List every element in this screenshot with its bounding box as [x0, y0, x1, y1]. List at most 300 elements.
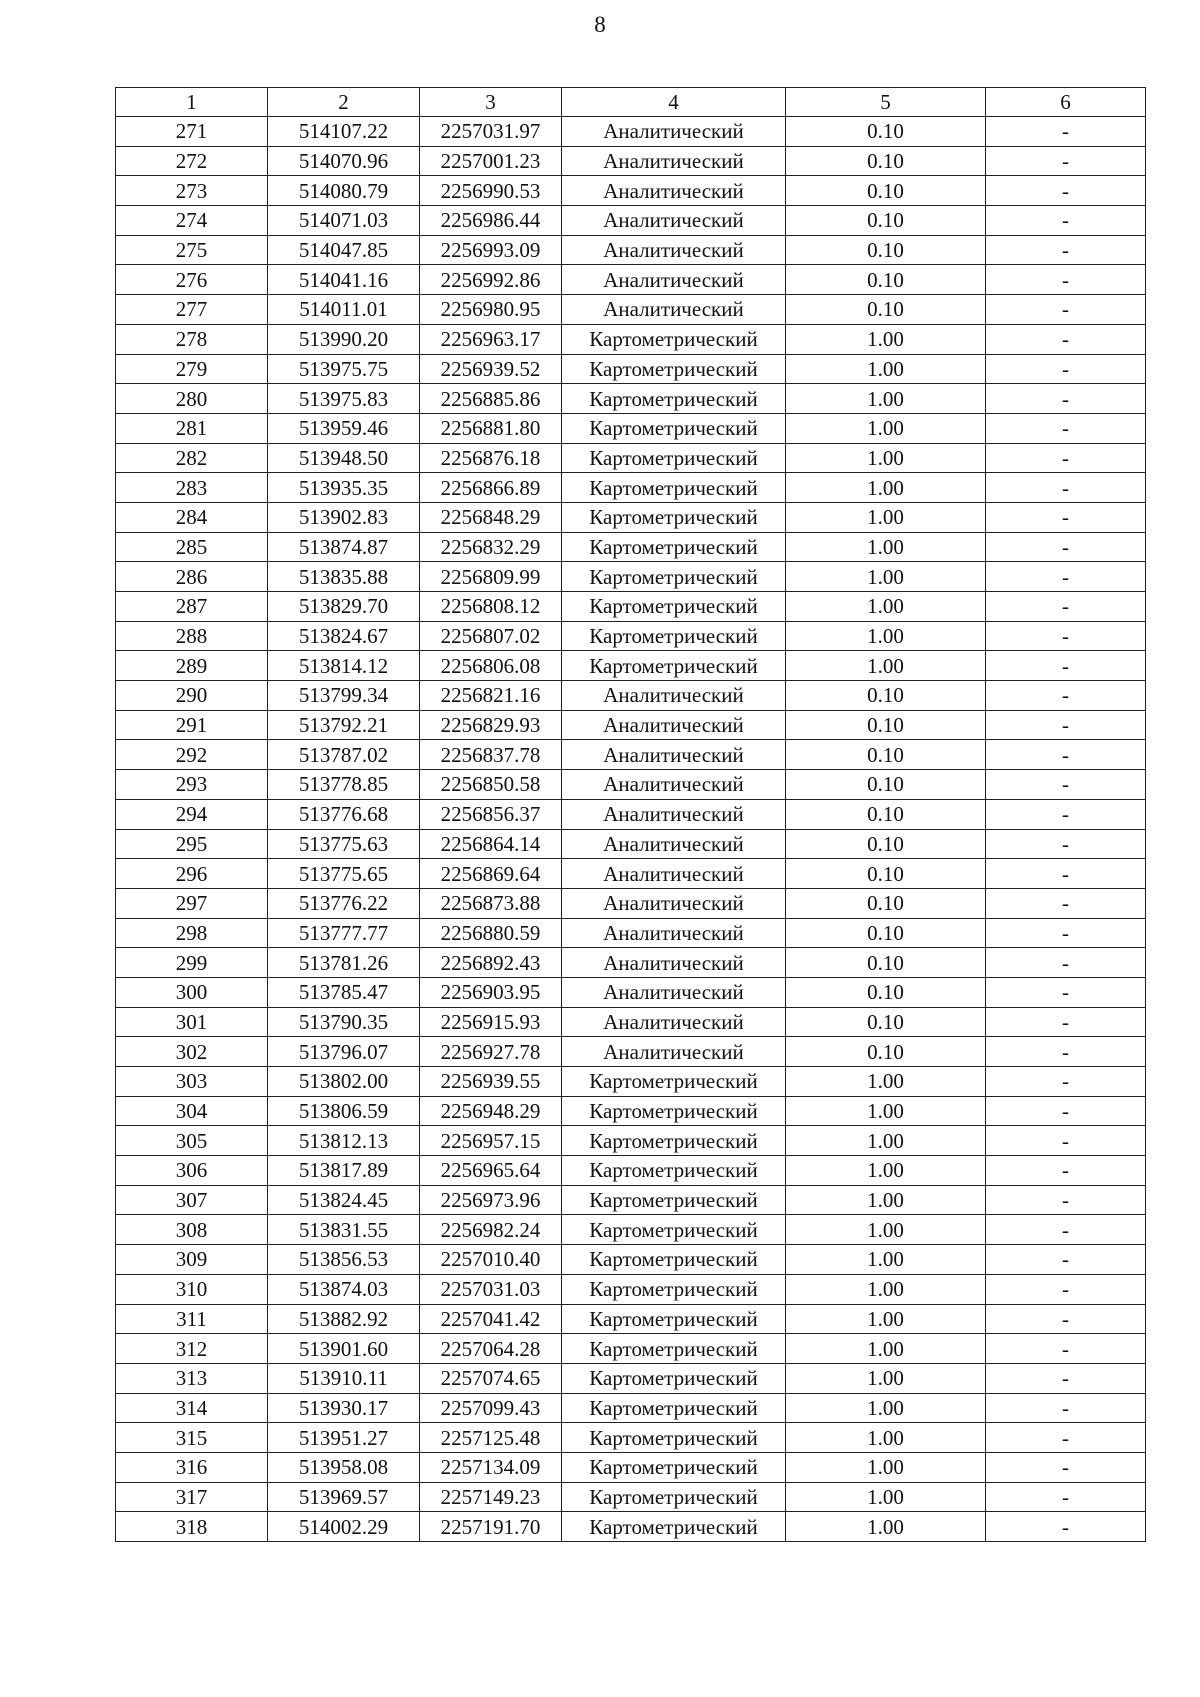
y-coordinate-cell: 2256821.16 [420, 681, 562, 711]
point-number-cell: 298 [116, 918, 268, 948]
table-row [116, 1067, 1146, 1097]
point-number-cell: 318 [116, 1512, 268, 1542]
x-coordinate-cell: 514071.03 [268, 206, 420, 236]
table-row [116, 473, 1146, 503]
point-number-cell: 285 [116, 532, 268, 562]
method-cell: Картометрический [562, 592, 786, 622]
accuracy-cell: 1.00 [786, 1096, 986, 1126]
method-cell: Картометрический [562, 384, 786, 414]
header-cell-3: 3 [420, 88, 562, 117]
x-coordinate-cell: 513785.47 [268, 977, 420, 1007]
x-coordinate-cell: 513935.35 [268, 473, 420, 503]
x-coordinate-cell: 513796.07 [268, 1037, 420, 1067]
description-cell: - [986, 799, 1146, 829]
y-coordinate-cell: 2256829.93 [420, 710, 562, 740]
method-cell: Картометрический [562, 1067, 786, 1097]
point-number-cell: 290 [116, 681, 268, 711]
description-cell: - [986, 770, 1146, 800]
x-coordinate-cell: 513856.53 [268, 1245, 420, 1275]
method-cell: Аналитический [562, 977, 786, 1007]
table-row [116, 206, 1146, 236]
y-coordinate-cell: 2256948.29 [420, 1096, 562, 1126]
y-coordinate-cell: 2256986.44 [420, 206, 562, 236]
description-cell: - [986, 1423, 1146, 1453]
accuracy-cell: 0.10 [786, 1037, 986, 1067]
accuracy-cell: 0.10 [786, 206, 986, 236]
table-row [116, 1185, 1146, 1215]
x-coordinate-cell: 513776.68 [268, 799, 420, 829]
method-cell: Аналитический [562, 1007, 786, 1037]
point-number-cell: 288 [116, 621, 268, 651]
point-number-cell: 274 [116, 206, 268, 236]
accuracy-cell: 1.00 [786, 1274, 986, 1304]
y-coordinate-cell: 2257134.09 [420, 1452, 562, 1482]
method-cell: Аналитический [562, 888, 786, 918]
point-number-cell: 313 [116, 1363, 268, 1393]
method-cell: Аналитический [562, 176, 786, 206]
description-cell: - [986, 117, 1146, 147]
accuracy-cell: 0.10 [786, 235, 986, 265]
header-cell-6: 6 [986, 88, 1146, 117]
accuracy-cell: 1.00 [786, 562, 986, 592]
accuracy-cell: 1.00 [786, 1423, 986, 1453]
method-cell: Аналитический [562, 1037, 786, 1067]
x-coordinate-cell: 513792.21 [268, 710, 420, 740]
x-coordinate-cell: 513910.11 [268, 1363, 420, 1393]
x-coordinate-cell: 513930.17 [268, 1393, 420, 1423]
accuracy-cell: 1.00 [786, 413, 986, 443]
table-row [116, 384, 1146, 414]
accuracy-cell: 1.00 [786, 1512, 986, 1542]
header-cell-2: 2 [268, 88, 420, 117]
method-cell: Аналитический [562, 235, 786, 265]
y-coordinate-cell: 2257064.28 [420, 1334, 562, 1364]
x-coordinate-cell: 513776.22 [268, 888, 420, 918]
table-row [116, 532, 1146, 562]
description-cell: - [986, 146, 1146, 176]
accuracy-cell: 1.00 [786, 443, 986, 473]
x-coordinate-cell: 513829.70 [268, 592, 420, 622]
x-coordinate-cell: 513959.46 [268, 413, 420, 443]
table-row [116, 651, 1146, 681]
description-cell: - [986, 413, 1146, 443]
accuracy-cell: 0.10 [786, 829, 986, 859]
accuracy-cell: 0.10 [786, 799, 986, 829]
x-coordinate-cell: 514041.16 [268, 265, 420, 295]
table-row [116, 1423, 1146, 1453]
point-number-cell: 296 [116, 859, 268, 889]
method-cell: Картометрический [562, 1274, 786, 1304]
method-cell: Картометрический [562, 651, 786, 681]
x-coordinate-cell: 513951.27 [268, 1423, 420, 1453]
x-coordinate-cell: 513799.34 [268, 681, 420, 711]
method-cell: Картометрический [562, 1423, 786, 1453]
description-cell: - [986, 1037, 1146, 1067]
x-coordinate-cell: 513777.77 [268, 918, 420, 948]
y-coordinate-cell: 2257010.40 [420, 1245, 562, 1275]
header-cell-5: 5 [786, 88, 986, 117]
table-row [116, 502, 1146, 532]
y-coordinate-cell: 2257099.43 [420, 1393, 562, 1423]
y-coordinate-cell: 2256880.59 [420, 918, 562, 948]
accuracy-cell: 0.10 [786, 888, 986, 918]
accuracy-cell: 1.00 [786, 324, 986, 354]
y-coordinate-cell: 2256903.95 [420, 977, 562, 1007]
x-coordinate-cell: 513990.20 [268, 324, 420, 354]
y-coordinate-cell: 2256892.43 [420, 948, 562, 978]
y-coordinate-cell: 2256980.95 [420, 295, 562, 325]
point-number-cell: 272 [116, 146, 268, 176]
point-number-cell: 289 [116, 651, 268, 681]
accuracy-cell: 1.00 [786, 1304, 986, 1334]
point-number-cell: 310 [116, 1274, 268, 1304]
point-number-cell: 293 [116, 770, 268, 800]
table-row [116, 295, 1146, 325]
point-number-cell: 283 [116, 473, 268, 503]
accuracy-cell: 0.10 [786, 265, 986, 295]
method-cell: Картометрический [562, 324, 786, 354]
method-cell: Аналитический [562, 770, 786, 800]
table-row [116, 265, 1146, 295]
y-coordinate-cell: 2256876.18 [420, 443, 562, 473]
table-row [116, 710, 1146, 740]
y-coordinate-cell: 2256873.88 [420, 888, 562, 918]
x-coordinate-cell: 513902.83 [268, 502, 420, 532]
accuracy-cell: 1.00 [786, 1393, 986, 1423]
description-cell: - [986, 948, 1146, 978]
table-row [116, 413, 1146, 443]
method-cell: Картометрический [562, 1334, 786, 1364]
x-coordinate-cell: 513775.65 [268, 859, 420, 889]
y-coordinate-cell: 2256881.80 [420, 413, 562, 443]
x-coordinate-cell: 513824.45 [268, 1185, 420, 1215]
method-cell: Картометрический [562, 1096, 786, 1126]
point-number-cell: 281 [116, 413, 268, 443]
table-row [116, 1215, 1146, 1245]
description-cell: - [986, 1452, 1146, 1482]
table-row [116, 918, 1146, 948]
point-number-cell: 312 [116, 1334, 268, 1364]
x-coordinate-cell: 513969.57 [268, 1482, 420, 1512]
y-coordinate-cell: 2256939.55 [420, 1067, 562, 1097]
description-cell: - [986, 1304, 1146, 1334]
description-cell: - [986, 740, 1146, 770]
point-number-cell: 309 [116, 1245, 268, 1275]
table-row [116, 1007, 1146, 1037]
point-number-cell: 314 [116, 1393, 268, 1423]
description-cell: - [986, 1156, 1146, 1186]
method-cell: Аналитический [562, 146, 786, 176]
y-coordinate-cell: 2257001.23 [420, 146, 562, 176]
point-number-cell: 316 [116, 1452, 268, 1482]
accuracy-cell: 1.00 [786, 532, 986, 562]
y-coordinate-cell: 2257125.48 [420, 1423, 562, 1453]
x-coordinate-cell: 513814.12 [268, 651, 420, 681]
point-number-cell: 304 [116, 1096, 268, 1126]
method-cell: Аналитический [562, 206, 786, 236]
x-coordinate-cell: 513874.87 [268, 532, 420, 562]
x-coordinate-cell: 513975.75 [268, 354, 420, 384]
y-coordinate-cell: 2256973.96 [420, 1185, 562, 1215]
method-cell: Аналитический [562, 948, 786, 978]
point-number-cell: 300 [116, 977, 268, 1007]
point-number-cell: 276 [116, 265, 268, 295]
description-cell: - [986, 532, 1146, 562]
method-cell: Аналитический [562, 829, 786, 859]
x-coordinate-cell: 514011.01 [268, 295, 420, 325]
x-coordinate-cell: 513817.89 [268, 1156, 420, 1186]
coordinates-table [115, 87, 1146, 1542]
description-cell: - [986, 473, 1146, 503]
y-coordinate-cell: 2257191.70 [420, 1512, 562, 1542]
accuracy-cell: 1.00 [786, 1245, 986, 1275]
table-row [116, 799, 1146, 829]
method-cell: Картометрический [562, 562, 786, 592]
point-number-cell: 282 [116, 443, 268, 473]
table-row [116, 859, 1146, 889]
table-row [116, 117, 1146, 147]
x-coordinate-cell: 513775.63 [268, 829, 420, 859]
method-cell: Аналитический [562, 265, 786, 295]
table-row [116, 562, 1146, 592]
description-cell: - [986, 621, 1146, 651]
accuracy-cell: 1.00 [786, 592, 986, 622]
description-cell: - [986, 681, 1146, 711]
accuracy-cell: 0.10 [786, 681, 986, 711]
x-coordinate-cell: 514002.29 [268, 1512, 420, 1542]
table-row [116, 740, 1146, 770]
point-number-cell: 279 [116, 354, 268, 384]
description-cell: - [986, 1245, 1146, 1275]
y-coordinate-cell: 2256809.99 [420, 562, 562, 592]
point-number-cell: 295 [116, 829, 268, 859]
accuracy-cell: 1.00 [786, 651, 986, 681]
table-row [116, 1363, 1146, 1393]
y-coordinate-cell: 2256993.09 [420, 235, 562, 265]
x-coordinate-cell: 513948.50 [268, 443, 420, 473]
point-number-cell: 297 [116, 888, 268, 918]
point-number-cell: 307 [116, 1185, 268, 1215]
table-row [116, 146, 1146, 176]
method-cell: Картометрический [562, 1512, 786, 1542]
accuracy-cell: 0.10 [786, 740, 986, 770]
method-cell: Картометрический [562, 1482, 786, 1512]
accuracy-cell: 0.10 [786, 770, 986, 800]
method-cell: Картометрический [562, 413, 786, 443]
y-coordinate-cell: 2256939.52 [420, 354, 562, 384]
description-cell: - [986, 354, 1146, 384]
y-coordinate-cell: 2256957.15 [420, 1126, 562, 1156]
x-coordinate-cell: 513824.67 [268, 621, 420, 651]
table-row [116, 1037, 1146, 1067]
table-row [116, 592, 1146, 622]
point-number-cell: 271 [116, 117, 268, 147]
accuracy-cell: 1.00 [786, 1334, 986, 1364]
description-cell: - [986, 888, 1146, 918]
description-cell: - [986, 1334, 1146, 1364]
method-cell: Аналитический [562, 681, 786, 711]
method-cell: Аналитический [562, 710, 786, 740]
description-cell: - [986, 1363, 1146, 1393]
point-number-cell: 315 [116, 1423, 268, 1453]
x-coordinate-cell: 513975.83 [268, 384, 420, 414]
description-cell: - [986, 265, 1146, 295]
point-number-cell: 301 [116, 1007, 268, 1037]
description-cell: - [986, 206, 1146, 236]
accuracy-cell: 1.00 [786, 1185, 986, 1215]
y-coordinate-cell: 2256850.58 [420, 770, 562, 800]
table-row [116, 1452, 1146, 1482]
method-cell: Картометрический [562, 354, 786, 384]
header-row [116, 88, 1146, 117]
y-coordinate-cell: 2256856.37 [420, 799, 562, 829]
y-coordinate-cell: 2256866.89 [420, 473, 562, 503]
description-cell: - [986, 1185, 1146, 1215]
table-row [116, 1304, 1146, 1334]
accuracy-cell: 0.10 [786, 977, 986, 1007]
accuracy-cell: 1.00 [786, 1363, 986, 1393]
point-number-cell: 273 [116, 176, 268, 206]
description-cell: - [986, 562, 1146, 592]
table-row [116, 354, 1146, 384]
y-coordinate-cell: 2257074.65 [420, 1363, 562, 1393]
table-row [116, 977, 1146, 1007]
table-row [116, 1096, 1146, 1126]
description-cell: - [986, 1512, 1146, 1542]
accuracy-cell: 1.00 [786, 1452, 986, 1482]
x-coordinate-cell: 513778.85 [268, 770, 420, 800]
accuracy-cell: 0.10 [786, 295, 986, 325]
table-row [116, 1126, 1146, 1156]
header-cell-1: 1 [116, 88, 268, 117]
x-coordinate-cell: 513835.88 [268, 562, 420, 592]
method-cell: Картометрический [562, 1393, 786, 1423]
accuracy-cell: 1.00 [786, 621, 986, 651]
y-coordinate-cell: 2257031.97 [420, 117, 562, 147]
table-row [116, 1393, 1146, 1423]
table-row [116, 235, 1146, 265]
x-coordinate-cell: 513781.26 [268, 948, 420, 978]
y-coordinate-cell: 2257041.42 [420, 1304, 562, 1334]
x-coordinate-cell: 514080.79 [268, 176, 420, 206]
y-coordinate-cell: 2256808.12 [420, 592, 562, 622]
x-coordinate-cell: 514107.22 [268, 117, 420, 147]
y-coordinate-cell: 2256990.53 [420, 176, 562, 206]
y-coordinate-cell: 2256982.24 [420, 1215, 562, 1245]
description-cell: - [986, 1067, 1146, 1097]
method-cell: Картометрический [562, 443, 786, 473]
point-number-cell: 284 [116, 502, 268, 532]
method-cell: Картометрический [562, 1215, 786, 1245]
y-coordinate-cell: 2256807.02 [420, 621, 562, 651]
description-cell: - [986, 1482, 1146, 1512]
point-number-cell: 292 [116, 740, 268, 770]
y-coordinate-cell: 2256832.29 [420, 532, 562, 562]
x-coordinate-cell: 514047.85 [268, 235, 420, 265]
point-number-cell: 286 [116, 562, 268, 592]
y-coordinate-cell: 2256965.64 [420, 1156, 562, 1186]
x-coordinate-cell: 513806.59 [268, 1096, 420, 1126]
x-coordinate-cell: 513874.03 [268, 1274, 420, 1304]
point-number-cell: 287 [116, 592, 268, 622]
accuracy-cell: 1.00 [786, 1482, 986, 1512]
method-cell: Аналитический [562, 918, 786, 948]
description-cell: - [986, 443, 1146, 473]
table-row [116, 324, 1146, 354]
accuracy-cell: 1.00 [786, 1067, 986, 1097]
table-row [116, 1274, 1146, 1304]
table-row [116, 681, 1146, 711]
method-cell: Картометрический [562, 1156, 786, 1186]
accuracy-cell: 0.10 [786, 948, 986, 978]
x-coordinate-cell: 513787.02 [268, 740, 420, 770]
y-coordinate-cell: 2256848.29 [420, 502, 562, 532]
table-row [116, 829, 1146, 859]
header-cell-4: 4 [562, 88, 786, 117]
table-row [116, 770, 1146, 800]
description-cell: - [986, 1007, 1146, 1037]
table-row [116, 176, 1146, 206]
method-cell: Картометрический [562, 1245, 786, 1275]
point-number-cell: 311 [116, 1304, 268, 1334]
method-cell: Картометрический [562, 1126, 786, 1156]
description-cell: - [986, 324, 1146, 354]
table-row [116, 1482, 1146, 1512]
description-cell: - [986, 502, 1146, 532]
y-coordinate-cell: 2256837.78 [420, 740, 562, 770]
y-coordinate-cell: 2256885.86 [420, 384, 562, 414]
description-cell: - [986, 235, 1146, 265]
description-cell: - [986, 295, 1146, 325]
point-number-cell: 278 [116, 324, 268, 354]
x-coordinate-cell: 513958.08 [268, 1452, 420, 1482]
y-coordinate-cell: 2256992.86 [420, 265, 562, 295]
point-number-cell: 302 [116, 1037, 268, 1067]
y-coordinate-cell: 2257031.03 [420, 1274, 562, 1304]
point-number-cell: 277 [116, 295, 268, 325]
method-cell: Аналитический [562, 799, 786, 829]
point-number-cell: 303 [116, 1067, 268, 1097]
method-cell: Картометрический [562, 473, 786, 503]
method-cell: Аналитический [562, 295, 786, 325]
y-coordinate-cell: 2257149.23 [420, 1482, 562, 1512]
method-cell: Картометрический [562, 502, 786, 532]
table-row [116, 1512, 1146, 1542]
description-cell: - [986, 1126, 1146, 1156]
y-coordinate-cell: 2256963.17 [420, 324, 562, 354]
description-cell: - [986, 710, 1146, 740]
method-cell: Картометрический [562, 621, 786, 651]
description-cell: - [986, 1096, 1146, 1126]
description-cell: - [986, 1215, 1146, 1245]
x-coordinate-cell: 513882.92 [268, 1304, 420, 1334]
accuracy-cell: 0.10 [786, 117, 986, 147]
table-body [116, 117, 1146, 1542]
point-number-cell: 294 [116, 799, 268, 829]
y-coordinate-cell: 2256927.78 [420, 1037, 562, 1067]
table-row [116, 948, 1146, 978]
table-row [116, 1156, 1146, 1186]
x-coordinate-cell: 513901.60 [268, 1334, 420, 1364]
method-cell: Аналитический [562, 859, 786, 889]
table-row [116, 888, 1146, 918]
table-header [116, 88, 1146, 117]
method-cell: Картометрический [562, 532, 786, 562]
y-coordinate-cell: 2256915.93 [420, 1007, 562, 1037]
accuracy-cell: 0.10 [786, 176, 986, 206]
accuracy-cell: 1.00 [786, 1126, 986, 1156]
table-row [116, 1334, 1146, 1364]
